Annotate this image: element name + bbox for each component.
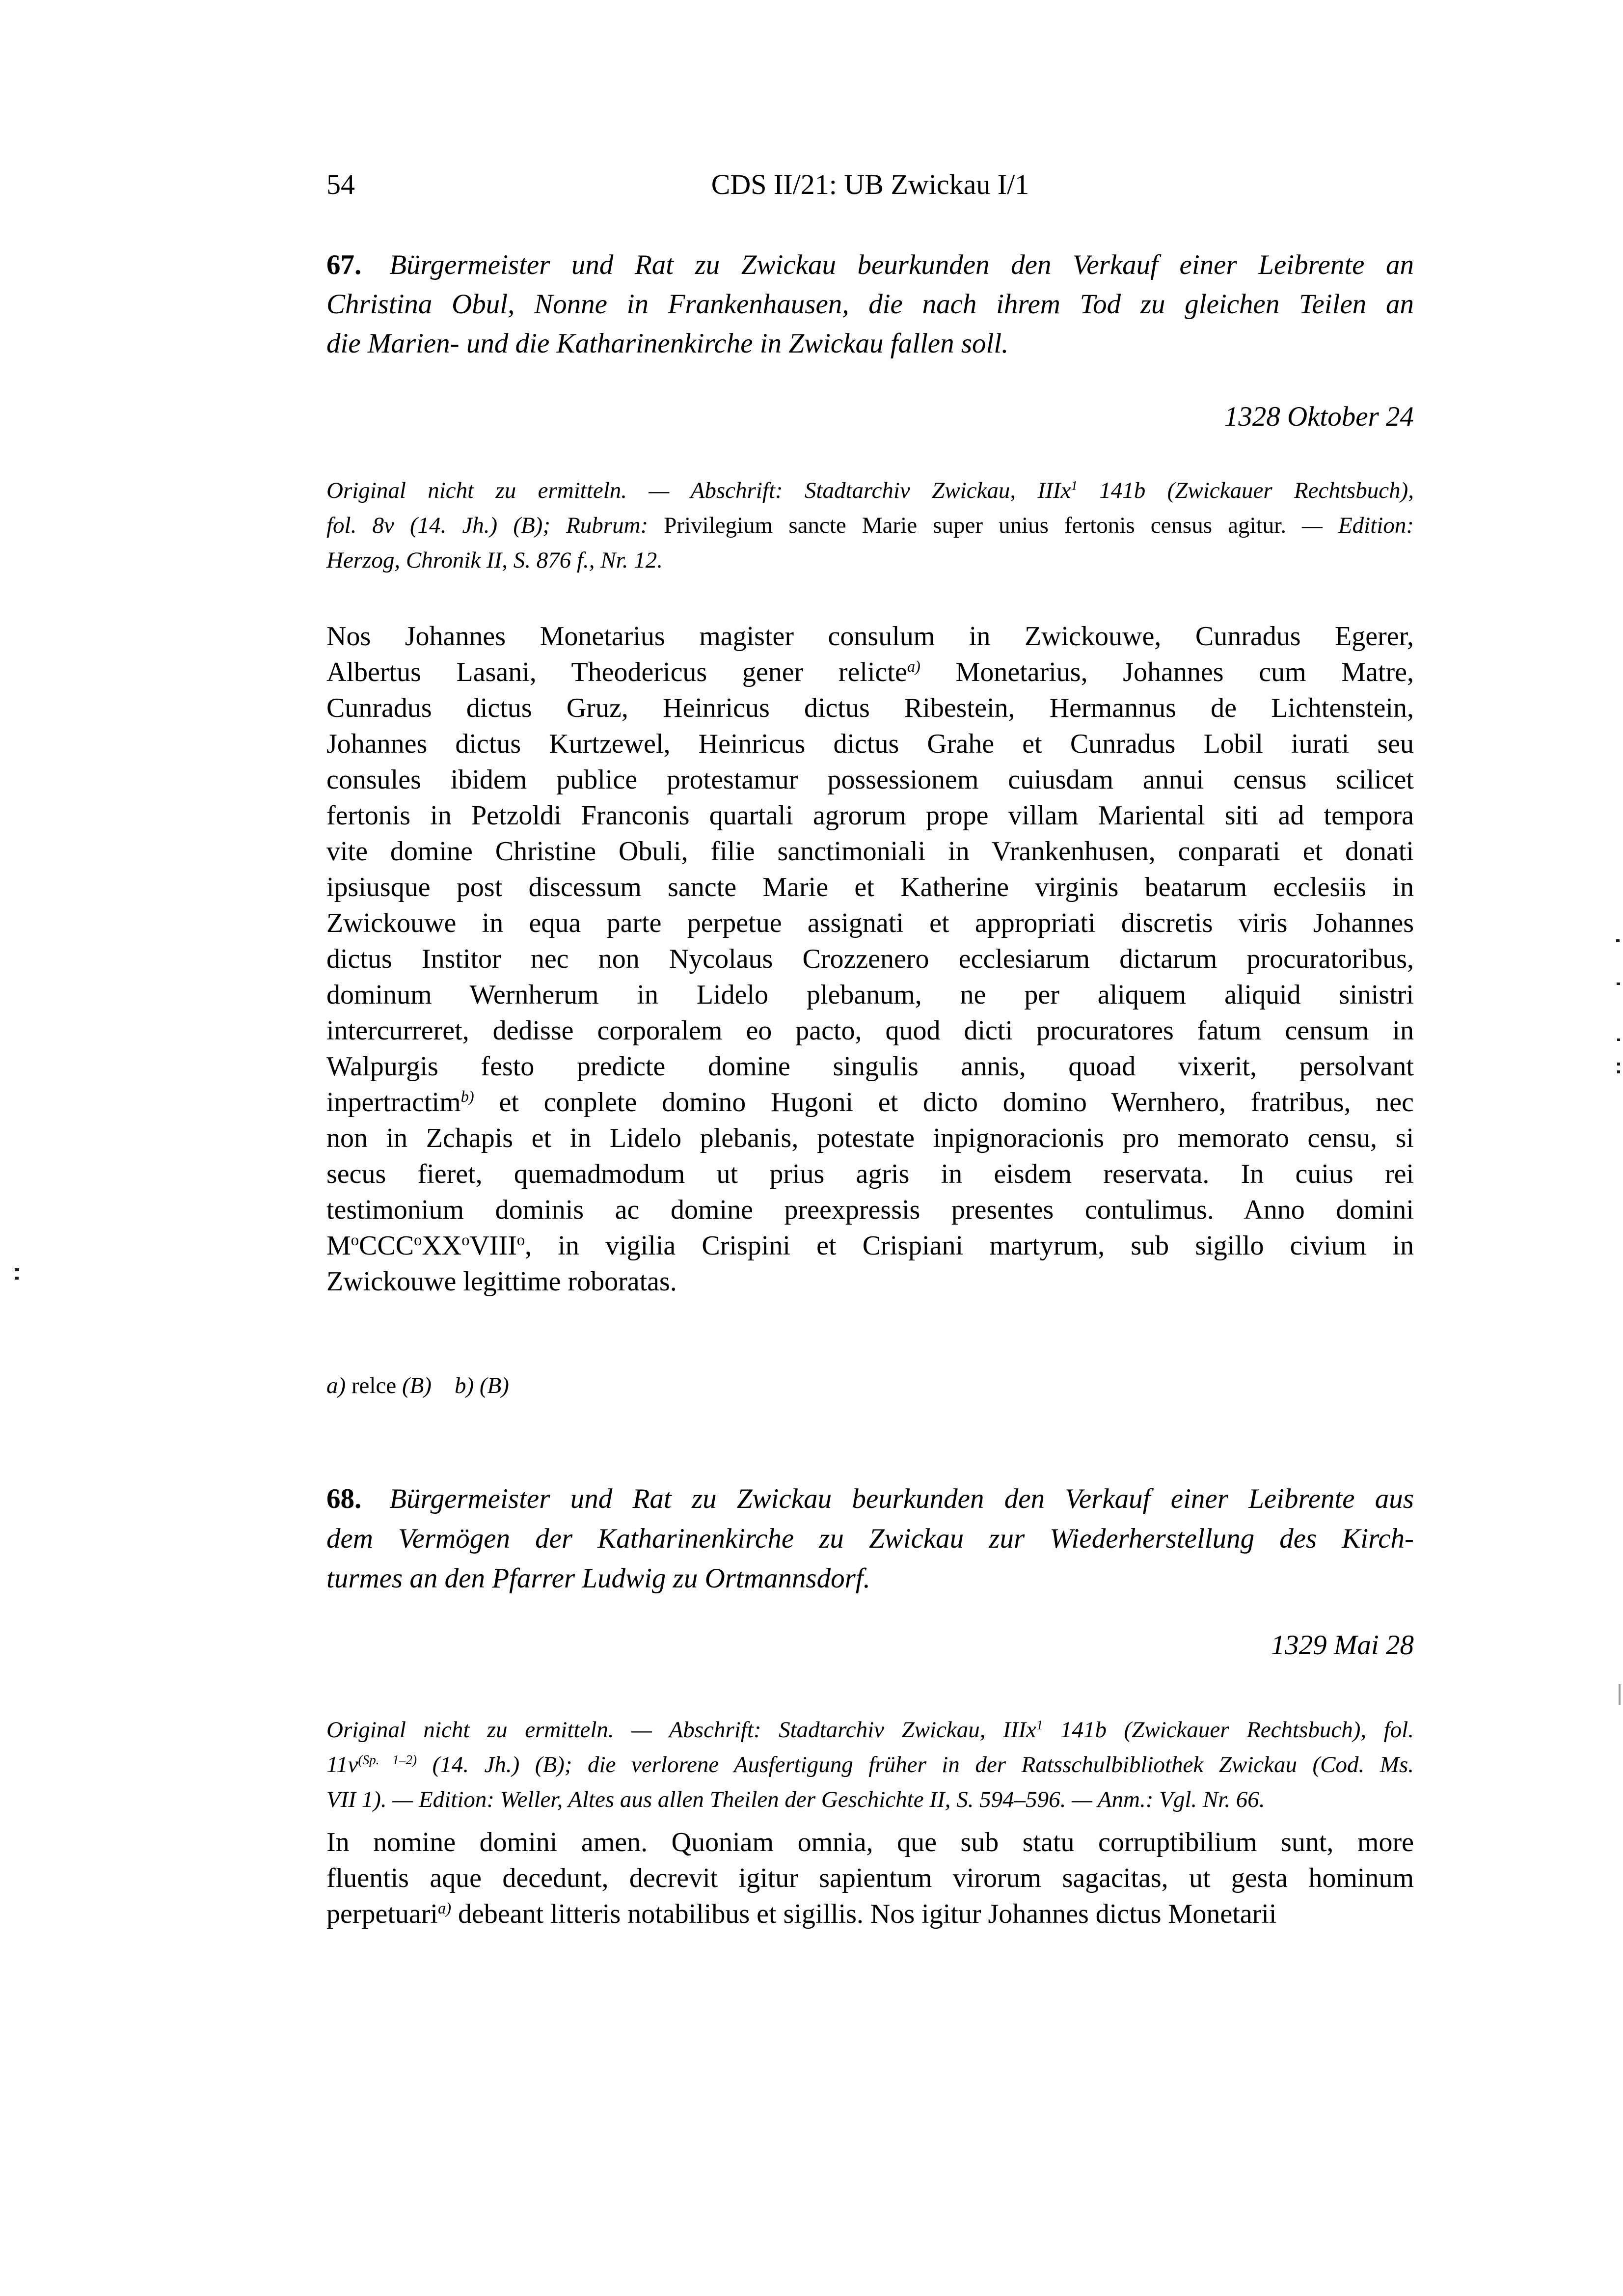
- scan-speck: [15, 1277, 19, 1280]
- text-line: $11v^{(Sp. 1-2)}$ (14. Jh.) (B); die verlorene Ausfertigung früher in der Ratsschulbibliothek Zwickau (Cod. Ms.: [326, 1752, 1414, 1777]
- text-line: non in Zchapis et in Lidelo plebanis, potestate inpignoracionis pro memorato censu, si: [326, 1123, 1414, 1153]
- text-line: Walpurgis festo predicte domine singulis annis, quoad vixerit, persolvant: [326, 1051, 1414, 1082]
- page-header: [326, 167, 1414, 206]
- text-line: testimonium dominis ac domine preexpressis presentes contulimus. Anno domini: [326, 1195, 1414, 1225]
- text-line: 67. Bürgermeister und Rat zu Zwickau beurkunden den Verkauf einer Leibrente an: [326, 249, 1414, 280]
- scan-speck: [1617, 1070, 1620, 1073]
- entry-68-date: 1329 Mai 28: [1271, 1630, 1414, 1661]
- running-title: CDS II/21: UB Zwickau I/1: [711, 168, 1029, 200]
- text-line: Christina Obul, Nonne in Frankenhausen, die nach ihrem Tod zu gleichen Teilen an: [326, 289, 1414, 320]
- entry-68-headnote: [326, 1479, 1414, 1598]
- scan-speck: [1617, 1039, 1620, 1041]
- text-line: Johannes dictus Kurtzewel, Heinricus dictus Grahe et Cunradus Lobil iurati seu: [326, 729, 1414, 759]
- text-line: dominum Wernherum in Lidelo plebanum, ne per aliquem aliquid sinistri: [326, 980, 1414, 1010]
- text-line: Zwickouwe in equa parte perpetue assignati et appropriati discretis viris Johannes: [326, 908, 1414, 938]
- text-line: Cunradus dictus Gruz, Heinricus dictus Ribestein, Hermannus de Lichtenstein,: [326, 693, 1414, 723]
- text-line: VII 1). — Edition: Weller, Altes aus allen Theilen der Geschichte II, S. 594–596. — Anm.: Vgl. Nr. 66.: [326, 1787, 1265, 1812]
- text-line: Herzog, Chronik II, S. 876 f., Nr. 12.: [326, 547, 663, 573]
- text-line: secus fieret, quemadmodum ut prius agris in eisdem reservata. In cuius rei: [326, 1159, 1414, 1189]
- scan-speck: [1616, 939, 1620, 942]
- text-line: perpetuari$^{a)}$ debeant litteris notabilibus et sigillis. Nos igitur Johannes dictus Monetarii: [326, 1899, 1277, 1929]
- text-line: Original nicht zu ermitteln. — Abschrift: Stadtarchiv Zwickau, IIIx$^1$ 141b (Zwickauer Rechtsbuch),: [326, 478, 1414, 503]
- entry-67-headnote: [326, 246, 1414, 363]
- text-line: 68. Bürgermeister und Rat zu Zwickau beurkunden den Verkauf einer Leibrente aus: [326, 1483, 1414, 1514]
- entry-68-text: [326, 1825, 1414, 1932]
- text-line: fertonis in Petzoldi Franconis quartali agrorum prope villam Mariental siti ad tempora: [326, 800, 1414, 831]
- text-line: die Marien- und die Katharinenkirche in Zwickau fallen soll.: [326, 328, 1009, 359]
- text-line: fol. 8v (14. Jh.) (B); Rubrum: Privilegium sancte Marie super unius fertonis census agitur. — Edition:: [326, 513, 1414, 538]
- page-number: 54: [326, 168, 355, 200]
- entry-68-source-note: [326, 1713, 1414, 1817]
- text-line: Albertus Lasani, Theodericus gener relicte$^{a)}$ Monetarius, Johannes cum Matre,: [326, 657, 1414, 687]
- text-line: Zwickouwe legittime roboratas.: [326, 1266, 677, 1297]
- text-line: Original nicht zu ermitteln. — Abschrift: Stadtarchiv Zwickau, IIIx$^1$ 141b (Zwickauer Rechtsbuch), fol.: [326, 1717, 1414, 1743]
- entry-67-text: [326, 619, 1414, 1300]
- text-line: intercurreret, dedisse corporalem eo pacto, quod dicti procuratores fatum censum in: [326, 1015, 1414, 1046]
- text-line: inpertractim$^{b)}$ et conplete domino Hugoni et dicto domino Wernhero, fratribus, nec: [326, 1087, 1414, 1118]
- text-line: dem Vermögen der Katharinenkirche zu Zwickau zur Wiederherstellung des Kirch-: [326, 1523, 1414, 1554]
- text-line: ipsiusque post discessum sancte Marie et Katherine virginis beatarum ecclesiis in: [326, 872, 1414, 902]
- scan-speck: [1617, 983, 1620, 985]
- entry-67-footnotes: a) relce (B) b) (B): [326, 1373, 509, 1398]
- text-line: vite domine Christine Obuli, filie sanctimoniali in Vrankenhusen, conparati et donati: [326, 836, 1414, 867]
- text-line: $M^oCCC^oXX^oVIII^o$, in vigilia Crispini et Crispiani martyrum, sub sigillo civium in: [326, 1230, 1414, 1261]
- text-line: In nomine domini amen. Quoniam omnia, que sub statu corruptibilium sunt, more: [326, 1827, 1414, 1858]
- text-line: Nos Johannes Monetarius magister consulum in Zwickouwe, Cunradus Egerer,: [326, 621, 1414, 652]
- scan-speck: [1619, 1684, 1621, 1705]
- scan-speck: [1617, 1063, 1620, 1066]
- text-line: turmes an den Pfarrer Ludwig zu Ortmannsdorf.: [326, 1563, 870, 1594]
- scan-speck: [15, 1268, 19, 1271]
- entry-67-date: 1328 Oktober 24: [1224, 401, 1414, 432]
- text-line: fluentis aque decedunt, decrevit igitur sapientum virorum sagacitas, ut gesta hominum: [326, 1863, 1414, 1893]
- text-line: dictus Institor nec non Nycolaus Crozzenero ecclesiarum dictarum procuratoribus,: [326, 944, 1414, 974]
- entry-67-source-note: [326, 473, 1414, 578]
- text-line: consules ibidem publice protestamur possessionem cuiusdam annui census scilicet: [326, 765, 1414, 795]
